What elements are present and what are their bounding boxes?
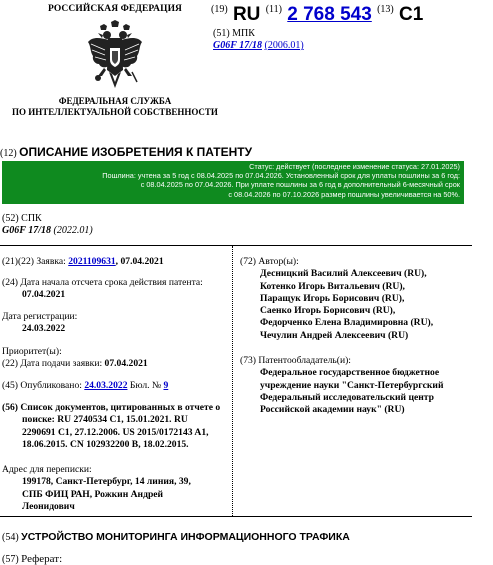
owner-line: Федеральное государственное бюджетное <box>260 367 440 379</box>
registration-field <box>2 311 230 336</box>
abstract-code: (57) <box>2 554 19 565</box>
patent-id-line <box>211 4 493 26</box>
owner-line: Федеральный исследовательский центр <box>260 391 434 403</box>
status-line: с 08.04.2025 по 07.04.2026. При уплате пошлины за 6 год в дополнительный 6-месячный срок <box>140 180 460 190</box>
kind-code: C1 <box>399 4 424 25</box>
agency-line-2: ПО ИНТЕЛЛЕКТУАЛЬНОЙ СОБСТВЕННОСТИ <box>12 107 218 117</box>
doc-title-text: ОПИСАНИЕ ИЗОБРЕТЕНИЯ К ПАТЕНТУ <box>19 145 253 159</box>
doc-title-code: (12) <box>0 148 17 159</box>
owner-field <box>240 355 480 416</box>
doc-title <box>0 145 493 159</box>
column-divider <box>232 246 233 516</box>
authors-label: (72) Автор(ы): <box>240 256 299 267</box>
status-banner <box>2 161 464 204</box>
citations-field <box>2 402 230 451</box>
status-line: Пошлина: учтена за 5 год с 08.04.2025 по 07.04.2026. Установленный срок для уплаты пошлины за 6 год: <box>102 171 460 181</box>
citation-line: 2290691 C1, 27.12.2006. US 2015/0172143 A1, <box>22 426 209 438</box>
spk-class: G06F 17/18 <box>2 225 51 236</box>
application-field <box>2 256 230 268</box>
published-label: (45) Опубликовано: <box>2 380 85 391</box>
agency-name <box>0 96 230 118</box>
priority-sublabel: (22) Дата подачи заявки: <box>2 358 105 370</box>
patent-number-link[interactable]: 2 768 543 <box>287 4 372 25</box>
federation-name: РОССИЙСКАЯ ФЕДЕРАЦИЯ <box>47 4 183 14</box>
code-19: (19) <box>211 4 228 15</box>
code-11: (11) <box>265 4 282 15</box>
bulletin-number-link[interactable]: 9 <box>163 380 169 391</box>
mpk-class-link[interactable]: G06F 17/18 <box>213 40 262 51</box>
application-number-link[interactable]: 2021109631 <box>68 256 116 267</box>
status-line: Статус: действует (последнее изменение статуса: 27.01.2025) <box>249 162 460 171</box>
citation-line: поиске: RU 2740534 C1, 15.01.2021. RU <box>22 414 188 426</box>
term-start-label: (24) Дата начала отсчета срока действия патента: <box>2 277 203 288</box>
citations-label: (56) Список документов, цитированных в отчете о <box>2 402 221 413</box>
spk-label: (52) СПК <box>2 213 42 224</box>
address-line: СПБ ФИЦ РАН, Рожкин Андрей <box>22 488 164 500</box>
author-name: Чечулин Андрей Алексеевич (RU) <box>260 329 409 341</box>
agency-line-1: ФЕДЕРАЛЬНАЯ СЛУЖБА <box>58 96 172 106</box>
mpk-label: (51) МПК <box>213 28 255 39</box>
application-date: , 07.04.2021 <box>115 256 164 267</box>
application-label: (21)(22) Заявка: <box>2 256 69 267</box>
authors-field <box>240 256 480 342</box>
divider-bottom <box>0 516 472 517</box>
author-name: Десницкий Василий Алексеевич (RU), <box>260 268 427 280</box>
address-line: 199178, Санкт-Петербург, 14 линия, 39, <box>22 476 191 488</box>
priority-value: 07.04.2021 <box>104 358 148 370</box>
mpk-block <box>213 28 493 52</box>
registration-value: 24.03.2022 <box>22 323 66 335</box>
term-start-value: 07.04.2021 <box>22 289 66 301</box>
mpk-version-link[interactable]: (2006.01) <box>264 40 304 51</box>
address-label: Адрес для переписки: <box>2 464 92 475</box>
priority-label: Приоритет(ы): <box>2 346 62 357</box>
published-field <box>2 380 230 392</box>
address-field <box>2 464 230 513</box>
header-left <box>0 4 230 118</box>
address-line: Леонидович <box>22 500 75 512</box>
invention-title-text: УСТРОЙСТВО МОНИТОРИНГА ИНФОРМАЦИОННОГО ТРАФИКА <box>21 531 350 543</box>
abstract-heading <box>2 553 62 565</box>
status-line: с 08.04.2026 по 07.10.2026 размер пошлины увеличивается на 50%. <box>228 189 460 199</box>
divider-top <box>0 245 472 246</box>
invention-title <box>2 531 350 543</box>
spk-block <box>2 213 93 237</box>
invention-title-code: (54) <box>2 532 19 543</box>
priority-field <box>2 346 230 371</box>
owner-line: Российской академии наук" (RU) <box>260 404 405 416</box>
bulletin-label: Бюл. № <box>127 380 164 391</box>
author-name: Федорченко Елена Владимировна (RU), <box>260 317 434 329</box>
abstract-label: Реферат: <box>21 553 63 565</box>
author-name: Паращук Игорь Борисович (RU), <box>260 292 405 304</box>
spk-version: (2022.01) <box>53 225 93 236</box>
author-name: Котенко Игорь Витальевич (RU), <box>260 280 405 292</box>
citation-line: 18.06.2015. CN 102932200 B, 18.02.2015. <box>22 438 189 450</box>
author-name: Саенко Игорь Борисович (RU), <box>260 305 396 317</box>
header-right <box>211 4 493 52</box>
code-13: (13) <box>377 4 394 15</box>
registration-label: Дата регистрации: <box>2 311 78 322</box>
country-code: RU <box>232 4 261 25</box>
coat-of-arms-icon <box>87 20 143 92</box>
owner-label: (73) Патентообладатель(и): <box>240 355 351 366</box>
owner-line: учреждение науки "Санкт-Петербургский <box>260 379 444 391</box>
term-start-field <box>2 277 230 302</box>
published-date-link[interactable]: 24.03.2022 <box>84 380 128 391</box>
